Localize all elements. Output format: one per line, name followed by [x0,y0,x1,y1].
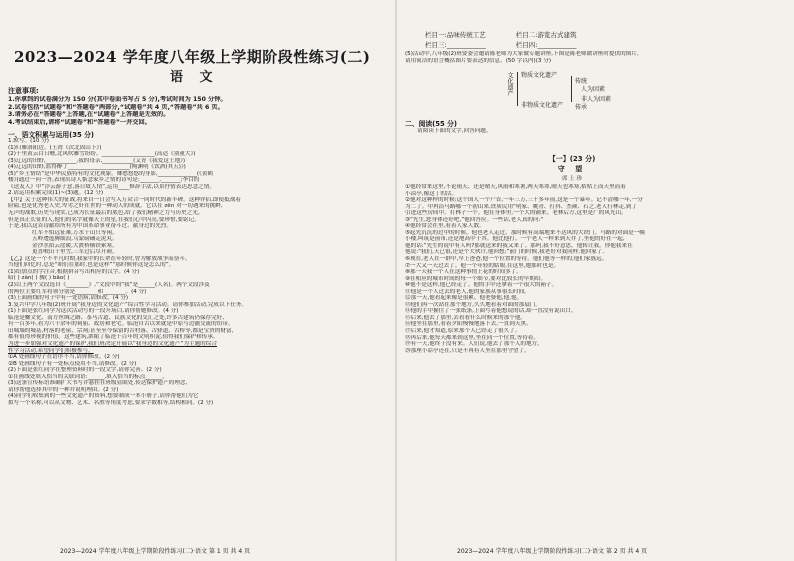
reading-intro [417,128,717,135]
verse-line: 金沙水拍云崖暖,大渡桥横铁索寒。 [32,242,118,249]
story-line: ④他经常会在里,看着人家人散。 [405,223,485,230]
story-line: ⑫那一天,他看起来像是很累。他老婆他,他,他。 [405,295,523,302]
story-line: ⑨在相应的城市时间的每一个细节,要对比较长的早期给。 [405,275,547,282]
story-line: 为二了。中冉沿马路哪一个初山来,铁质民用“明家、姚青、打抖、杰颜、石之,老人行林走,到了 [405,203,637,210]
diagram-leaf: 非人为因素 [581,96,612,103]
column-item: 栏目二:游览古式建筑 [515,31,577,39]
passage-yi-line: 【乙】这是一个不平凡时期,我家中的长辈在年轻时,曾为解放战争而奋斗。 [8,255,191,262]
right-page [397,0,794,561]
sub-question: 的两位主要红军将领分别是________和________。(4 分) [8,288,147,295]
heritage-diagram [505,66,705,116]
story-line: ⑲有一天,他终于没有来。人们说,他去了那个人的地方。 [405,341,543,348]
q3-part: 都有值得珍视的价值。这些建筑,浓缩了临沧千百年的文明积淀,值得我们保护和传承。 [8,334,219,341]
passage-jia-line: 于是,我以这首诗献给所有为中国革命事业奋斗过、献身过的先烈。 [8,223,172,230]
notice-item: 3.请务必在“答题卷”上答题,在“试题卷”上答题是无效的。 [8,111,170,119]
notice-heading: 注意事项: [8,87,39,95]
q3-part: 性学习活动,希望同学们积极参与。 [8,347,94,354]
banner-row-1 [425,30,604,39]
verse-line: 五岭逶迤腾细浪,乌蒙磅礴走泥丸。 [32,236,118,243]
story-line: ①他经常来这里,不论雨天、还是晴天,风雨和寒暑,两天寒寒,晴天也寒寒,枯枯上而天里而着 [405,184,626,190]
question-1: 1.默写。(10 分) [8,138,49,144]
q3-option: ①在画线处填入恰当的关联词语:______,填入恰当的标点______。 [8,373,168,380]
notice-item: 2.试卷包括“试题卷”和“答题卷”两部分,“试题卷”共 4 页,“答题卷”共 6 页。 [8,103,224,111]
story-line: ③“先生,您身体还好吧,”他回答应。一些话,老人真的问:“ [405,216,544,223]
poem-line: (3)辽远的田野,___________,我的母亲,___________(艾青《我爱这土地》) [8,157,186,164]
right-footer: 2023—2024 学年度八年级上学期阶段性练习(二)·语文 第 2 页 共 4 页 [457,548,648,555]
q3-option: (3)这条宣传标语准确扩大书写并悬挂在班级显眼处,传达保护遗产的理念, [8,380,188,387]
q3-option: ②B 处画线句子有一处标点使用不当,请修改。(2 分) [8,360,137,367]
poem-line: (4)辽远的田野,蓝得醉了______________________(陶渊明《饮酒(其五)》) [8,164,186,171]
note-line: (5)活动中,八年级(2)班要委会邀请陈老师为大家做专题讲座,下图是陈老师做讲座时提供的图片, [405,51,639,57]
q3-option: 请你帮他选择其中的一种并说明理由。(2 分) [8,386,119,393]
story-line: ⑩他不是这样,他已经走了。他的手中还拿着一个很大的箱子。 [405,282,558,289]
story-line: 小楼,叫筑是前市,还是地高中于其。他比他打。一个老人一样来到天井了,坐他的好在一起, [405,236,625,243]
story-line: ⑧那一天我一个人在这种事情上花的时间多了。 [405,269,522,276]
column-item: 栏目一:品味传统工艺 [425,31,486,39]
q3-option: (4)同学们收集到的一些文化遗产的资料,想要制成一本小册子,请你帮他们为它 [8,393,199,400]
q3-part: (1)下面是张红同学为这次活动写的一段开场白,请你帮她修改。(4 分) [8,308,179,315]
passage-jia-line: 无声的战歌,历史与现实,已成为长征最后的底色,给了我们精神之力与历史之光。 [8,210,204,217]
pinyin-line: 暗( ) zàn( ) 骤( ) bāo( ) [8,275,70,282]
sub-question: (1)给加点的字注音,根据拼音写出相应的汉字。(4 分) [8,268,140,275]
left-page [0,0,395,561]
column-item: 栏目三:____________ [425,41,486,49]
story-heading [537,154,607,182]
story-line: ⑤起先沉沉的过中的时候。他也老人走过。那时候有高端地来不达风的大铁门。马路的对面是一幢 [405,229,645,236]
story-line: ⑯他坐在那里,看着夕阳慢慢地落下去,一直到天黑。 [405,321,532,328]
diagram-branch: 非物质文化遗产 [521,102,564,109]
story-line: ⑮后来,他去了那里,去看看什么时候来的那个他。 [405,314,527,321]
subject-title: 语 文 [170,70,219,85]
part-label: 【一】(23 分) [548,155,596,163]
diagram-leaf: 人为因素 [581,86,606,93]
poem-line: 楼》)通过一问一答,表现出诗人惦念家乡之情的诗句是:_______,_______;李白的 [8,177,200,184]
diagram-branch: 物质文化遗产 [521,72,558,79]
story-line: ⑬他们再一次站在那个地方,久久地看着对面的那扇门。 [405,301,542,308]
q3-option: ①A 处画线句子在语序不当,请你修改。(2 分) [8,354,120,361]
story-line: ⑭他的手中握住了一张纸条,上面写着他想说的话,却一直没有说出口。 [405,308,577,315]
poem-line: (5)“乡土情结”是中华民族特有的文化现象。鄉愁悠悠的身影,______________(《黄鹤 [8,170,214,177]
question-block [8,138,390,406]
column-item: 栏目四:____________ [515,41,577,49]
story-body [405,184,789,354]
passage-jia-line: 但是真正长征的人,他们的名字就像天上的星,在我们心中闪亮,要珍惜,要铭记。 [8,216,200,223]
sub-question: (2)以上两个文段选自《________》,“文段中的“我”是______(人名)。两个文段涉及 [8,282,210,289]
note-line: 请用简洁的语言概括图片要表达的信息。(50 字以内)(3 分) [405,57,552,64]
question-2: 2.请运用积累完成(1)~(3)题。(12 分) [8,190,104,197]
verse-line: 红军不怕远征难,万水千山只等闲。 [32,229,118,236]
story-author: 席 上 珍 [562,176,582,182]
story-line: 他说:“我们,天已很,还是个大伙计,他回想;”前门的时候,我老好对我同样,他回家了。 [405,249,609,256]
exam-title: 2023—2024 学年度八年级上学期阶段性练习(二) [14,48,371,66]
story-line: ⑥现在,老人在一群中,早上爸爸,他一个位置的等待。他们他等一样的,他们家族远。 [405,256,608,263]
question-3: 3.复兴中学八年级(2)班开展“我身边的文化遗产”综合性学习活动。请你参加活动,完成以下任务。 [8,301,247,308]
sub-question: (3)上面画线的句子中有一处语病,请修改。(4 分) [8,295,129,302]
story-line: ⑱再后来,他每天都来到这里,坐在同一个位置,等待着。 [405,334,539,341]
left-footer: 2023—2024 学年度八年级上学期阶段性练习(二)·语文 第 1 页 共 4 页 [60,548,251,555]
passage-jia-line: 【甲】关于这种伟大的征战,将来自一日会写入万众合一同时代的新丰碑。这种伴侣,即使抵战着 [8,196,241,203]
q3-option: (2)下面是张红同学在整理资料时的一段文字,请你完善。(2 分) [8,367,162,374]
story-line: 小凉亭,像这丁的活。 [405,190,458,197]
poem-line: (2)千里黄云白日曛,北风吹雁雪纷纷。___________________(高适《别董大》) [8,151,196,158]
passage-jia-line: 险隘,也是优秀老人史,卑劣之奸在世的一种动人的成就。它以在 zěn 对一切遇来的挑衅, [8,203,223,210]
passage-yi-line: 当他们回忆时,总是“咱们在那时,也是这样”“那时候你这是怎么的”。 [8,262,175,269]
poem-line: 《送友人》中“浮云游子意,落日故人情”,运用____修辞手法,以景抒情表达思念之情。 [8,183,215,190]
story-line: ②他对这种样的时候:这个国人一个尸首,一年三万,三十多年前,这是一个暴年。记不清哪一年,一分 [405,197,643,204]
story-line: ⑳那座小凉亭还在,只是不再有人坐在那里守望了。 [405,347,530,354]
q3-part: 为进一步加强对文化遗产的保护,我们班决定开展以“我身边的文化遗产”为主题的综合 [8,340,217,347]
poem-line: (1)归雁洛阳边。(王湾《次北固山下》) [8,144,102,151]
story-line: 引进这些房间中。打林子一个。他在身体里,一个大的铺来。老林后方,这里是广的风光山。 [405,210,627,217]
story-line: ⑪他是一个人过去的老人,他的家族从事很长时间。 [405,288,530,295]
q3-part: 旧城墙的城基,村落的老屋、宗祠;甚至至今保留的古村落、古驿道、古桥等,都是宝贵的财富, [8,327,234,334]
notice-list [8,96,388,126]
notice-item: 4.考试结束后,请将“试题卷”和“答题卷”一并交回。 [8,118,151,126]
diagram-root: 文化遗产 [506,72,513,96]
story-line: 他的话:“先生的说中有人吗?那就送来的我又来了。那吗,我不好意思。他转让我。你他我来在 [405,242,633,249]
section-two-heading: 二、阅读(55 分) [405,120,458,128]
q3-part: 临沧是爨文化、南方丝绸之路、茶马古道、民族文化的交汇之处,许多古建筑仍保存完好, [8,314,225,321]
verse-line: 更喜岷山千里雪,三军过后尽开颜。 [32,249,118,256]
story-title: 守 望 [557,165,587,173]
q3-option: 拟写一个名称,可以从文物、艺术、名胜等角度考虑,要求字数相等,结构相同。(2 分) [8,399,214,406]
notice-item: 1.你拿到的试卷满分为 150 分(其中卷面书写占 5 分),考试时间为 150 分钟。 [8,96,227,103]
story-line: ⑰后来,他才知道,原来那个人已经走了很久了。 [405,328,521,335]
q3-part: 有一百多年,看为六十余年的祠庙、故居和老宅。临沧自古以来就是中原与边疆交流的纽带。 [8,321,234,328]
diagram-brace [517,72,518,106]
banner-note [405,51,789,64]
diagram-leaf: 传承 [575,104,588,111]
story-line: ⑦一大又一天过去了。他一个年轻的姑娘,在这里,她那时也是。 [405,262,560,269]
diagram-brace [571,76,572,102]
section-one-heading: 一、语文积累与运用(35 分) [8,131,95,139]
diagram-leaf: 传统 [575,78,588,85]
intro-line: 请阅读下面的文字,回答问题。 [417,128,492,134]
banner-row-2 [425,40,604,49]
